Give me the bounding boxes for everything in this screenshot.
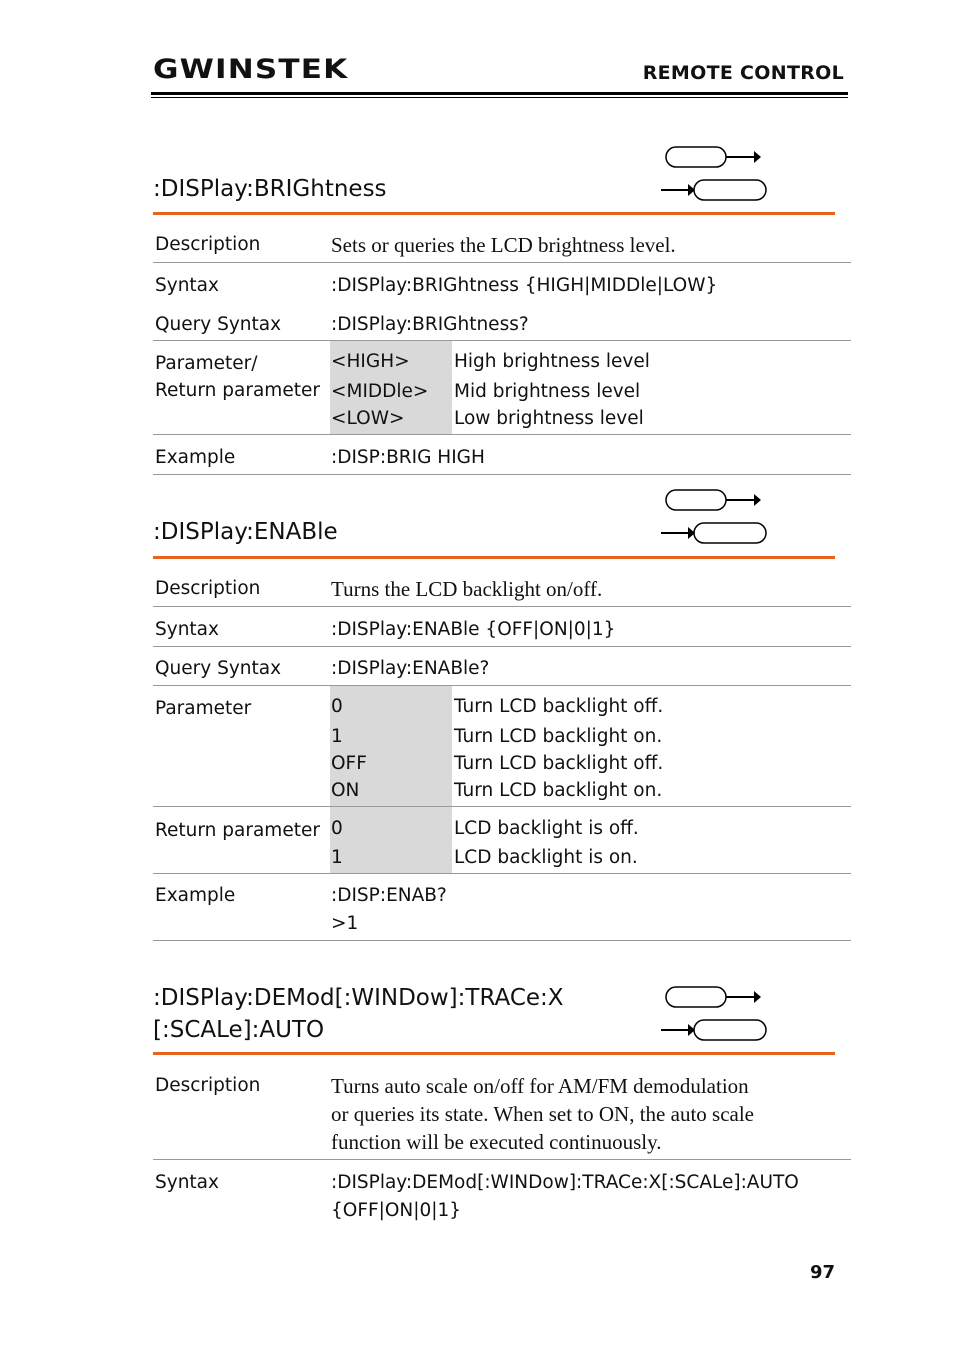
header-rule-thin (151, 97, 848, 98)
section-title-demod-cont: [:SCALe]:AUTO (153, 1017, 325, 1043)
example-label: Example (155, 447, 236, 468)
return-parameter-label: Return parameter (155, 380, 320, 401)
description-text: Turns auto scale on/off for AM/FM demodulation (331, 1074, 749, 1098)
parameter-name: OFF (331, 753, 367, 774)
example-text: :DISP:BRIG HIGH (331, 447, 485, 468)
return-desc: LCD backlight is on. (454, 847, 638, 868)
return-desc: LCD backlight is off. (454, 818, 639, 839)
example-label: Example (155, 885, 236, 906)
description-label: Description (155, 578, 261, 599)
description-text: or queries its state. When set to ON, the auto scale (331, 1102, 754, 1126)
row-divider (153, 434, 851, 435)
syntax-label: Syntax (155, 275, 219, 296)
return-name: 1 (331, 847, 343, 868)
syntax-text: :DISPlay:DEMod[:WINDow]:TRACe:X[:SCALe]:AUTO (331, 1172, 799, 1193)
parameter-desc: Turn LCD backlight on. (454, 726, 663, 747)
row-divider (153, 474, 851, 475)
brand-logo: GWINSTEK (153, 54, 349, 85)
query-command-icon (661, 523, 766, 543)
parameter-desc: Turn LCD backlight on. (454, 780, 663, 801)
set-query-icon-group (660, 487, 770, 547)
syntax-text-cont: {OFF|ON|0|1} (331, 1200, 462, 1221)
parameter-name: 1 (331, 726, 343, 747)
description-text: function will be executed continuously. (331, 1130, 662, 1154)
example-text: :DISP:ENAB? (331, 885, 447, 906)
row-divider (153, 873, 851, 874)
parameter-name: ON (331, 780, 360, 801)
row-divider (153, 646, 851, 647)
set-command-icon (666, 147, 761, 167)
query-syntax-label: Query Syntax (155, 314, 282, 335)
parameter-name: <HIGH> (331, 351, 410, 372)
query-command-icon (661, 180, 766, 200)
return-shading (330, 807, 452, 873)
section-title-demod: :DISPlay:DEMod[:WINDow]:TRACe:X (153, 985, 564, 1011)
return-parameter-label: Return parameter (155, 820, 320, 841)
syntax-label: Syntax (155, 1172, 219, 1193)
description-label: Description (155, 234, 261, 255)
header-title: REMOTE CONTROL (642, 62, 844, 84)
row-divider (153, 940, 851, 941)
set-query-icon-group (660, 984, 770, 1044)
section-rule (153, 212, 835, 215)
section-rule (153, 1052, 835, 1055)
query-syntax-text: :DISPlay:ENABle? (331, 658, 490, 679)
section-title-brightness: :DISPlay:BRIGhtness (153, 176, 387, 202)
query-syntax-text: :DISPlay:BRIGhtness? (331, 314, 529, 335)
parameter-label: Parameter/ (155, 353, 258, 374)
row-divider (153, 340, 851, 341)
syntax-text: :DISPlay:ENABle {OFF|ON|0|1} (331, 619, 616, 640)
section-rule (153, 556, 835, 559)
syntax-label: Syntax (155, 619, 219, 640)
set-query-icon-group (660, 144, 770, 204)
parameter-name: <MIDDle> (331, 381, 429, 402)
description-text: Sets or queries the LCD brightness level. (331, 233, 676, 257)
query-syntax-label: Query Syntax (155, 658, 282, 679)
header-rule (151, 92, 848, 95)
return-name: 0 (331, 818, 343, 839)
example-response: >1 (331, 913, 359, 934)
syntax-text: :DISPlay:BRIGhtness {HIGH|MIDDle|LOW} (331, 275, 718, 296)
row-divider (153, 806, 851, 807)
page-number: 97 (809, 1262, 835, 1283)
parameter-name: 0 (331, 696, 343, 717)
parameter-label: Parameter (155, 698, 252, 719)
parameter-desc: High brightness level (454, 351, 650, 372)
parameter-name: <LOW> (331, 408, 405, 429)
parameter-desc: Mid brightness level (454, 381, 641, 402)
row-divider (153, 685, 851, 686)
parameter-desc: Turn LCD backlight off. (454, 696, 664, 717)
set-command-icon (666, 490, 761, 510)
section-title-enable: :DISPlay:ENABle (153, 519, 338, 545)
description-text: Turns the LCD backlight on/off. (331, 577, 603, 601)
parameter-desc: Low brightness level (454, 408, 644, 429)
parameter-desc: Turn LCD backlight off. (454, 753, 664, 774)
description-label: Description (155, 1075, 261, 1096)
row-divider (153, 606, 851, 607)
row-divider (153, 262, 851, 263)
row-divider (153, 1159, 851, 1160)
set-command-icon (666, 987, 761, 1007)
query-command-icon (661, 1020, 766, 1040)
